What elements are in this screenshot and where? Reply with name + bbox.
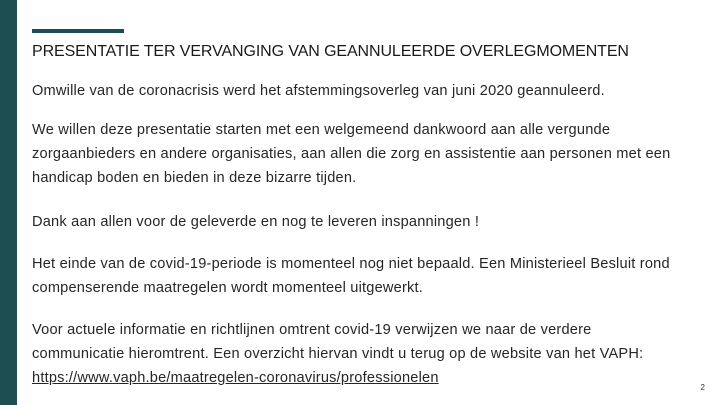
title-accent-line [32,29,124,33]
paragraph-covid-end: Het einde van de covid-19-periode is momenteel nog niet bepaald. Een Ministerieel Besluit rond compenserende maatregelen wordt momenteel uitgewerkt. [32,256,670,296]
slide-title: PRESENTATIE TER VERVANGING VAN GEANNULEERDE OVERLEGMOMENTEN [32,43,629,60]
paragraph-efforts: Dank aan allen voor de geleverde en nog te leveren inspanningen ! [32,214,480,230]
paragraph-info-text: Voor actuele informatie en richtlijnen omtrent covid-19 verwijzen we naar de verdere communicatie hieromtrent. Een overzicht hiervan vindt u terug op de website van het VAPH: [32,322,644,362]
vaph-website-link[interactable]: https://www.vaph.be/maatregelen-coronavirus/professionelen [32,370,439,386]
side-accent-bar [0,0,17,405]
paragraph-info [32,318,682,390]
paragraph-corona-cancellation: Omwille van de coronacrisis werd het afstemmingsoverleg van juni 2020 geannuleerd. [32,83,605,99]
page-number: 2 [700,383,705,392]
paragraph-thanks: We willen deze presentatie starten met een welgemeend dankwoord aan alle vergunde zorgaanbieders en andere organisaties, aan allen die zorg en assistentie aan personen met een handicap boden en bieden in deze bizarre tijden. [32,122,671,186]
